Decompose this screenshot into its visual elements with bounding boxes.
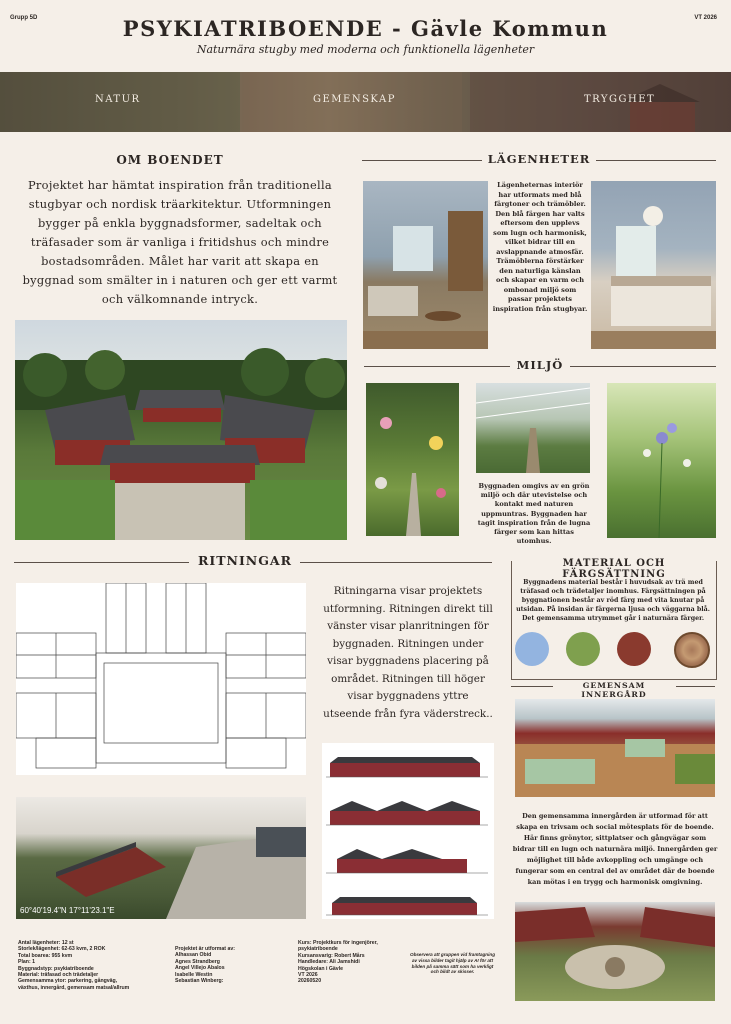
miljo-heading: MILJÖ bbox=[516, 358, 564, 372]
author-name: Angel Villejo Abalos bbox=[175, 965, 225, 972]
fact-line: Gemensamma ytor: parkering, gångväg, bbox=[18, 978, 118, 985]
wood-texture-swatch bbox=[674, 632, 710, 668]
courtyard-aerial-image bbox=[515, 902, 715, 1001]
divider bbox=[570, 366, 716, 367]
fact-line: Antal lägenheter: 12 st bbox=[18, 940, 74, 946]
facade-elevations-svg bbox=[322, 743, 494, 919]
facade-elevations-drawing bbox=[322, 743, 494, 919]
course-line: 20260520 bbox=[298, 978, 322, 985]
divider bbox=[300, 562, 492, 563]
courtyard-deck-image bbox=[515, 699, 715, 797]
exterior-render-image bbox=[15, 320, 347, 540]
course-line: VT 2026 bbox=[298, 972, 318, 979]
page-title: PSYKIATRIBOENDE - Gävle Kommun bbox=[122, 16, 609, 41]
lagenheter-text: Lägenheternas interiör har utformats med blå färgtoner och trämöbler. Den blå färgen har valts eftersom den upplevs som lugn och harmonisk, vilket bidrar till en avslappnande atmosfär. Trämöblerna förstärker den naturliga känslan och skapar en varm och ombonad miljö som passar projektets inspiration från stugbyar. bbox=[492, 181, 588, 313]
fact-line: Plan: 1 bbox=[18, 959, 36, 966]
term-label: VT 2026 bbox=[694, 15, 717, 21]
meadow-flowers-drawing bbox=[607, 383, 716, 538]
fact-line: Storlek/lägenhet: 62-63 kvm, 2 ROK bbox=[18, 946, 106, 953]
om-boendet-heading: OM BOENDET bbox=[116, 153, 224, 167]
courtyard-deck-drawing bbox=[515, 699, 715, 797]
course-line: psykiatriboende bbox=[298, 946, 338, 953]
divider bbox=[676, 686, 715, 687]
om-boendet-text: Projektet har hämtat inspiration från traditionella stugbyar och nordisk träarkitektur. Utformningen bygger på enkla byggnadsformer, sadeltak och träfasader som är vanliga i fritidshus och mindre bostadsområden. Målet har varit att skapa en byggnad som smälter in i naturen och ger ett varmt och välkomnande intryck. bbox=[22, 178, 338, 306]
fact-line: Byggnadstyp: psykiatriboende bbox=[18, 965, 94, 972]
meadow-flowers-image bbox=[607, 383, 716, 538]
divider bbox=[511, 686, 553, 687]
color-swatch-green bbox=[566, 632, 600, 666]
divider bbox=[362, 160, 482, 161]
fact-line: Total boarea: 955 kvm bbox=[18, 952, 73, 959]
courtyard-aerial-drawing bbox=[515, 902, 715, 1001]
banner bbox=[0, 72, 731, 132]
site-placement-image bbox=[16, 797, 306, 919]
course-block bbox=[298, 940, 403, 985]
authors-block bbox=[175, 946, 285, 984]
divider bbox=[14, 562, 189, 563]
color-swatch-blue bbox=[515, 632, 549, 666]
author-name: Isabelle Westin bbox=[175, 971, 213, 978]
miljo-text: Byggnaden omgivs av en grön miljö och där utevistelse och kontakt med naturen uppmuntras. Byggnaden har tagit inspiration från de lugna färger som kan hittas utomhus. bbox=[477, 482, 591, 546]
garden-path-image bbox=[366, 383, 459, 536]
bedroom-image bbox=[591, 181, 716, 349]
banner-tab-trygghet: TRYGGHET bbox=[584, 94, 656, 105]
site-placement-drawing bbox=[16, 797, 306, 919]
banner-tab-gemenskap: GEMENSKAP bbox=[313, 94, 396, 105]
fact-line: Material: träfasad och trädetaljer bbox=[18, 972, 99, 979]
ai-disclaimer-note: Observera att gruppen vid framtagning av vissa bilder tagit hjälp av AI för att bilden på samma sätt som ha verkligt och bildt av skisser. bbox=[410, 952, 496, 975]
fact-line: växthus, innergård, gemensam matsal/allrum bbox=[18, 984, 130, 991]
material-heading: MATERIAL OCH FÄRGSÄTTNING bbox=[512, 558, 716, 580]
garden-path-drawing bbox=[366, 383, 459, 536]
color-swatch-red bbox=[617, 632, 651, 666]
floor-plan-drawing bbox=[16, 583, 306, 775]
innergard-text: Den gemensamma innergården är utformad för att skapa en trivsam och social mötesplats för de boende. Här finns grönytor, sittplatser och gångvägar som bidrar till en lugn och naturnära miljö. Innergården ger möjlighet till både avkoppling och umgänge och fungerar som en central del av området där de boende kan mötas i en trygg och harmonisk omgivning. bbox=[512, 812, 718, 886]
course-line: Kursansvarig: Robert Mårs bbox=[298, 952, 365, 959]
ritningar-heading: RITNINGAR bbox=[198, 553, 292, 568]
group-label: Grupp 5D bbox=[10, 15, 38, 21]
ritningar-text: Ritningarna visar projektets utformning. Ritningen direkt till vänster visar planritningen för byggnaden. Ritningen under visar byggnadens placering på området. Ritningen till höger visar byggnadens yttre utseende från fyra väderstreck.. bbox=[323, 585, 493, 720]
divider bbox=[596, 160, 716, 161]
floor-plan-svg bbox=[16, 583, 306, 775]
divider bbox=[364, 366, 510, 367]
page-subtitle: Naturnära stugby med moderna och funktionella lägenheter bbox=[196, 43, 535, 56]
author-name: Alhassan Obid bbox=[175, 952, 212, 959]
lagenheter-heading: LÄGENHETER bbox=[487, 152, 591, 166]
living-room-drawing bbox=[363, 181, 488, 349]
exterior-render-drawing bbox=[15, 320, 347, 540]
bedroom-drawing bbox=[591, 181, 716, 349]
innergard-heading: GEMENSAM INNERGÅRD bbox=[581, 681, 647, 699]
greenhouse-image bbox=[476, 383, 590, 473]
authors-heading: Projektet är utformat av: bbox=[175, 946, 235, 952]
facts-block bbox=[18, 940, 168, 991]
living-room-image bbox=[363, 181, 488, 349]
material-text: Byggnadens material består i huvudsak av trä med träfasad och trädetaljer inomhus. Färgsättningen på byggnationen består av röd färg med vita knutar på utsidan. På insidan är färgerna ljusa och väggarna blå. Det gemensamma utrymmet går i naturnära färger. bbox=[516, 579, 710, 622]
greenhouse-drawing bbox=[476, 383, 590, 473]
course-line: Kurs: Projektkurs för ingenjörer, bbox=[298, 940, 378, 946]
author-name: Sebastian Winberg: bbox=[175, 978, 224, 985]
coordinates-label: 60°40'19.4"N 17°11'23.1"E bbox=[20, 906, 115, 915]
course-line: Högskolan i Gävle bbox=[298, 965, 343, 972]
course-line: Handledare: Ali Jamshidi bbox=[298, 959, 360, 966]
banner-tab-natur: NATUR bbox=[95, 94, 141, 105]
author-name: Agnes Strandberg bbox=[175, 958, 220, 965]
